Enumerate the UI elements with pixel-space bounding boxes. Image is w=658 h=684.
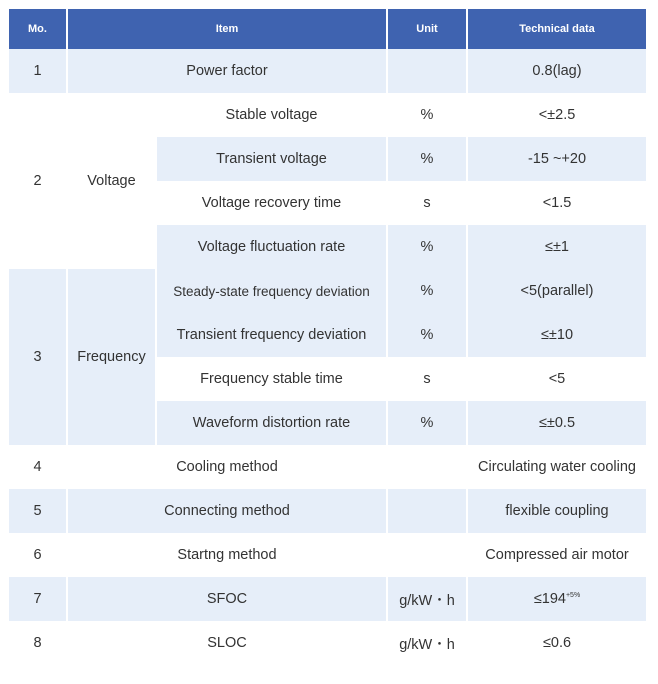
group-label-frequency: Frequency: [67, 269, 156, 445]
item-cell: Voltage fluctuation rate: [156, 225, 387, 269]
item-cell: SFOC: [67, 577, 387, 621]
unit-cell: %: [387, 137, 467, 181]
data-cell: <5(parallel): [467, 269, 646, 313]
item-cell: Transient voltage: [156, 137, 387, 181]
technical-data-table: [9, 9, 646, 665]
data-cell: <1.5: [467, 181, 646, 225]
table-row: [9, 489, 646, 533]
unit-cell: %: [387, 269, 467, 313]
unit-cell: %: [387, 93, 467, 137]
item-cell: Connecting method: [67, 489, 387, 533]
sfoc-tolerance: +5%: [565, 592, 581, 600]
item-cell: Startng method: [67, 533, 387, 577]
row-number: 1: [9, 49, 67, 93]
unit-cell: s: [387, 357, 467, 401]
item-cell: Steady-state frequency deviation: [156, 269, 387, 313]
data-cell: ≤0.6: [467, 621, 646, 665]
unit-cell: [387, 489, 467, 533]
unit-cell: [387, 533, 467, 577]
row-number: 6: [9, 533, 67, 577]
table-row: [9, 533, 646, 577]
row-number: 7: [9, 577, 67, 621]
header-unit: Unit: [387, 9, 467, 49]
row-number: 2: [9, 93, 67, 269]
group-label-voltage: Voltage: [67, 93, 156, 269]
header-technical-data: Technical data: [467, 9, 646, 49]
table-row: [9, 269, 646, 313]
item-cell: Waveform distortion rate: [156, 401, 387, 445]
row-number: 5: [9, 489, 67, 533]
data-cell: Compressed air motor: [467, 533, 646, 577]
unit-cell: [387, 49, 467, 93]
unit-cell: %: [387, 225, 467, 269]
row-number: 4: [9, 445, 67, 489]
table-row: [9, 93, 646, 137]
item-cell: Transient frequency deviation: [156, 313, 387, 357]
table-row: [9, 621, 646, 665]
data-cell: <5: [467, 357, 646, 401]
row-number: 3: [9, 269, 67, 445]
header-no: Mo.: [9, 9, 67, 49]
table-row: [9, 49, 646, 93]
sfoc-value: ≤194: [533, 591, 566, 607]
data-cell: ≤±1: [467, 225, 646, 269]
unit-cell: [387, 445, 467, 489]
item-cell: SLOC: [67, 621, 387, 665]
data-cell: flexible coupling: [467, 489, 646, 533]
unit-cell: %: [387, 401, 467, 445]
unit-cell: g/kW・h: [387, 577, 467, 621]
table-row: [9, 445, 646, 489]
data-cell: Circulating water cooling: [467, 445, 646, 489]
data-cell: <±2.5: [467, 93, 646, 137]
unit-cell: %: [387, 313, 467, 357]
table-header-row: [9, 9, 646, 49]
header-item: Item: [67, 9, 387, 49]
data-cell: -15 ~+20: [467, 137, 646, 181]
item-cell: Frequency stable time: [156, 357, 387, 401]
data-cell: 0.8(lag): [467, 49, 646, 93]
data-cell: ≤±10: [467, 313, 646, 357]
table-row: [9, 577, 646, 621]
unit-cell: g/kW・h: [387, 621, 467, 665]
data-cell: ≤±0.5: [467, 401, 646, 445]
item-cell: Cooling method: [67, 445, 387, 489]
item-cell: Voltage recovery time: [156, 181, 387, 225]
row-number: 8: [9, 621, 67, 665]
unit-cell: s: [387, 181, 467, 225]
data-cell: [467, 577, 646, 621]
item-cell: Power factor: [67, 49, 387, 93]
item-cell: Stable voltage: [156, 93, 387, 137]
